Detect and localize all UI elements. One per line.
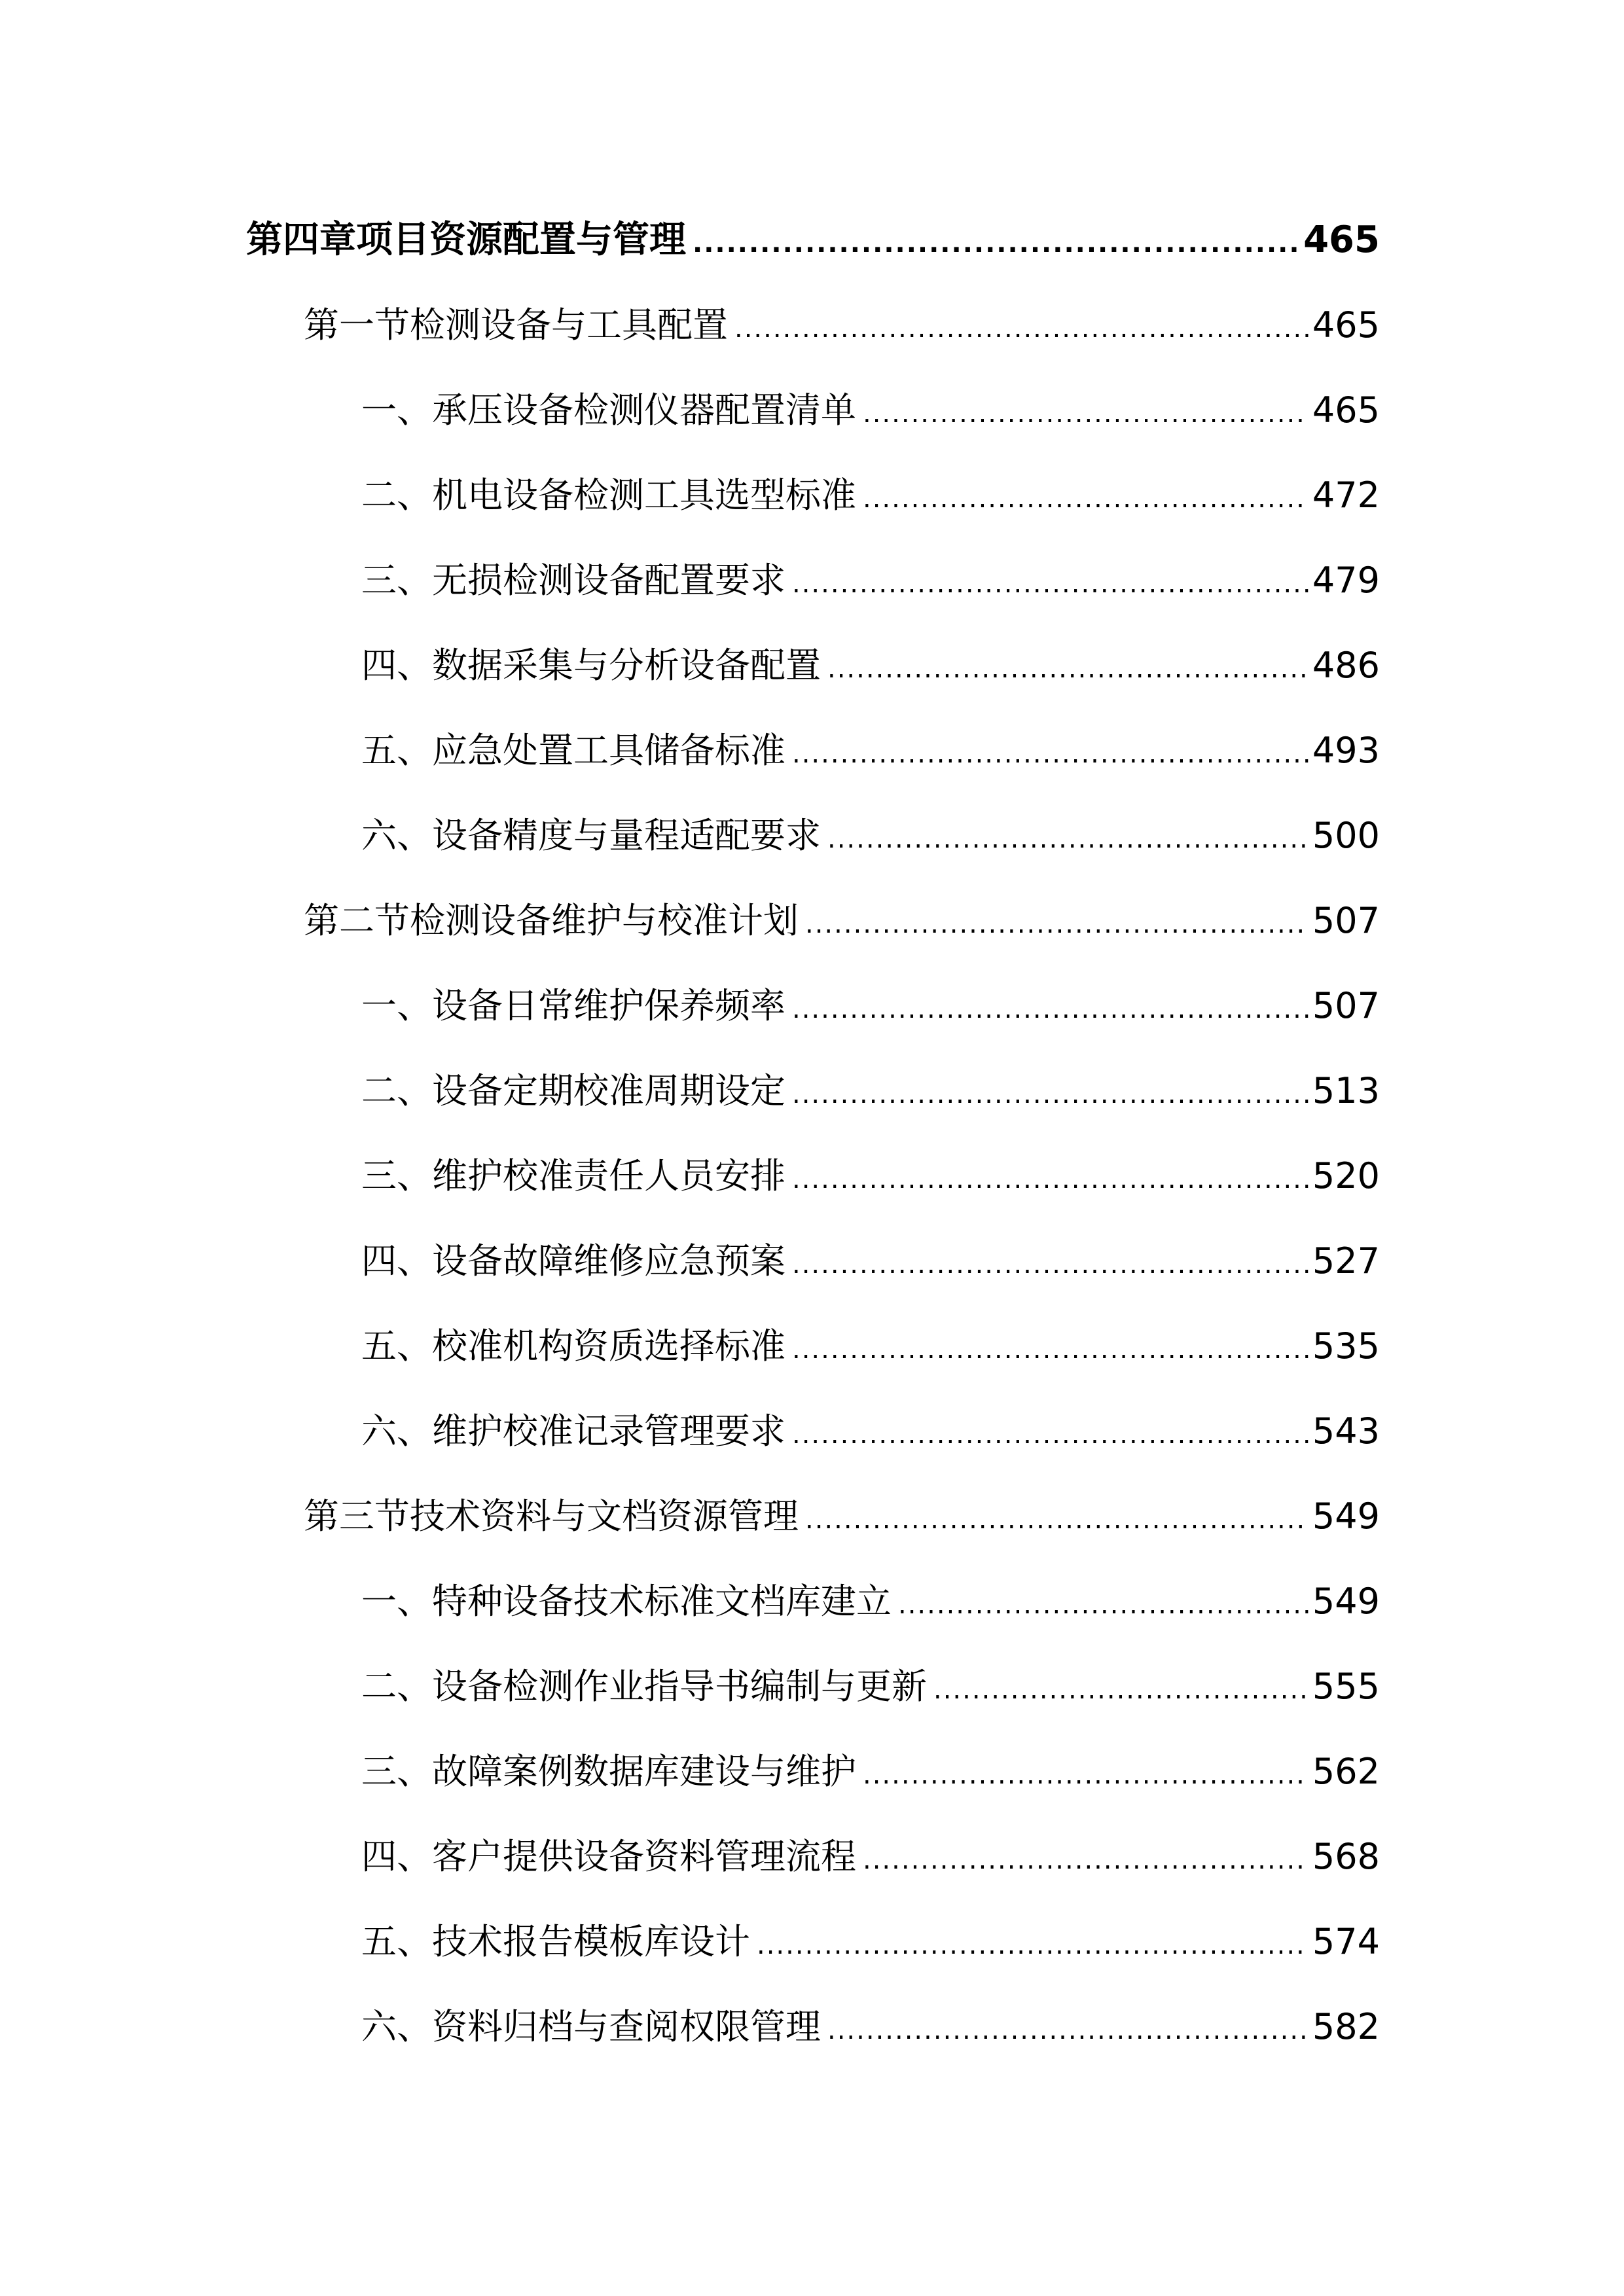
toc-entry-page: 465: [1312, 389, 1380, 431]
toc-entry-title: 五、校准机构资质选择标准: [361, 1325, 785, 1367]
toc-dot-leader: [863, 1746, 1308, 1804]
toc-entry-item[interactable]: [246, 466, 1380, 551]
toc-entry-title: 一、设备日常维护保养频率: [361, 985, 785, 1026]
toc-entry-page: 568: [1312, 1836, 1380, 1877]
toc-dot-leader: [792, 1320, 1308, 1379]
toc-entry-page: 500: [1312, 815, 1380, 856]
toc-entry-item[interactable]: [246, 1657, 1380, 1742]
toc-dot-leader: [863, 469, 1308, 528]
toc-entry-item[interactable]: [246, 1827, 1380, 1912]
toc-entry-page: 562: [1312, 1751, 1380, 1792]
toc-entry-page: 535: [1312, 1325, 1380, 1367]
toc-dot-leader: [805, 1490, 1308, 1549]
toc-entry-title: 四、设备故障维修应急预案: [361, 1240, 785, 1282]
toc-dot-leader: [792, 1405, 1308, 1464]
toc-dot-leader: [792, 725, 1308, 783]
toc-entry-page: 479: [1312, 560, 1380, 601]
toc-entry-item[interactable]: [246, 1742, 1380, 1827]
toc-dot-leader: [805, 895, 1308, 954]
toc-entry-page: 465: [1303, 219, 1380, 261]
toc-entry-page: 549: [1312, 1581, 1380, 1622]
toc-entry-title: 三、故障案例数据库建设与维护: [361, 1751, 856, 1792]
toc-entry-item[interactable]: [246, 1317, 1380, 1402]
toc-entry-title: 二、机电设备检测工具选型标准: [361, 475, 856, 516]
toc-entry-item[interactable]: [246, 806, 1380, 891]
toc-entry-item[interactable]: [246, 381, 1380, 466]
toc-entry-page: 574: [1312, 1921, 1380, 1962]
toc-dot-leader: [898, 1575, 1308, 1634]
toc-dot-leader: [792, 1235, 1308, 1294]
toc-entry-title: 六、设备精度与量程适配要求: [361, 815, 821, 856]
toc-entry-title: 五、应急处置工具储备标准: [361, 730, 785, 771]
toc-dot-leader: [693, 214, 1299, 273]
toc-dot-leader: [792, 1150, 1308, 1209]
toc-entry-title: 一、特种设备技术标准文档库建立: [361, 1581, 892, 1622]
toc-dot-leader: [827, 2001, 1308, 2060]
toc-dot-leader: [827, 639, 1308, 698]
toc-dot-leader: [792, 1065, 1308, 1124]
toc-entry-page: 513: [1312, 1070, 1380, 1111]
toc-entry-title: 三、维护校准责任人员安排: [361, 1155, 785, 1196]
toc-entry-title: 四、数据采集与分析设备配置: [361, 645, 821, 686]
toc-entry-item[interactable]: [246, 1232, 1380, 1317]
toc-dot-leader: [827, 810, 1308, 869]
toc-entry-item[interactable]: [246, 551, 1380, 636]
toc-entry-title: 第二节检测设备维护与校准计划: [304, 900, 799, 941]
toc-entry-title: 二、设备定期校准周期设定: [361, 1070, 785, 1111]
toc-dot-leader: [792, 554, 1308, 613]
toc-entry-item[interactable]: [246, 1998, 1380, 2083]
toc-entry-item[interactable]: [246, 1062, 1380, 1147]
toc-entry-item[interactable]: [246, 1572, 1380, 1657]
toc-entry-page: 549: [1312, 1496, 1380, 1537]
toc-entry-item[interactable]: [246, 721, 1380, 806]
toc-dot-leader: [933, 1660, 1308, 1719]
toc-entry-page: 555: [1312, 1666, 1380, 1707]
toc-entry-page: 486: [1312, 645, 1380, 686]
toc-entry-item[interactable]: [246, 1402, 1380, 1487]
toc-entry-title: 六、资料归档与查阅权限管理: [361, 2006, 821, 2047]
toc-dot-leader: [863, 1831, 1308, 1890]
toc-entry-item[interactable]: [246, 977, 1380, 1062]
toc-entry-title: 第一节检测设备与工具配置: [304, 304, 728, 346]
toc-entry-page: 543: [1312, 1410, 1380, 1452]
toc-entry-page: 582: [1312, 2006, 1380, 2047]
toc-entry-page: 472: [1312, 475, 1380, 516]
toc-entry-section-1[interactable]: [246, 296, 1380, 381]
toc-entry-title: 一、承压设备检测仪器配置清单: [361, 389, 856, 431]
toc-entry-title: 六、维护校准记录管理要求: [361, 1410, 785, 1452]
toc-dot-leader: [734, 299, 1308, 358]
toc-entry-chapter-4[interactable]: [246, 211, 1380, 296]
toc-entry-page: 507: [1312, 985, 1380, 1026]
toc-dot-leader: [792, 980, 1308, 1039]
toc-dot-leader: [757, 1916, 1308, 1975]
toc-entry-item[interactable]: [246, 636, 1380, 721]
toc-entry-page: 507: [1312, 900, 1380, 941]
toc-entry-title: 二、设备检测作业指导书编制与更新: [361, 1666, 927, 1707]
toc-entry-title: 三、无损检测设备配置要求: [361, 560, 785, 601]
toc-entry-page: 465: [1312, 304, 1380, 346]
toc-dot-leader: [863, 384, 1308, 443]
toc-entry-item[interactable]: [246, 1147, 1380, 1232]
toc-entry-title: 四、客户提供设备资料管理流程: [361, 1836, 856, 1877]
toc-entry-page: 527: [1312, 1240, 1380, 1282]
toc-entry-title: 五、技术报告模板库设计: [361, 1921, 750, 1962]
toc-entry-section-2[interactable]: [246, 891, 1380, 977]
toc-entry-title: 第三节技术资料与文档资源管理: [304, 1496, 799, 1537]
toc-entry-section-3[interactable]: [246, 1487, 1380, 1572]
toc-entry-item[interactable]: [246, 1912, 1380, 1998]
toc-entry-title: 第四章项目资源配置与管理: [246, 219, 686, 261]
toc-entry-page: 493: [1312, 730, 1380, 771]
toc-entry-page: 520: [1312, 1155, 1380, 1196]
table-of-contents: [246, 211, 1380, 2083]
